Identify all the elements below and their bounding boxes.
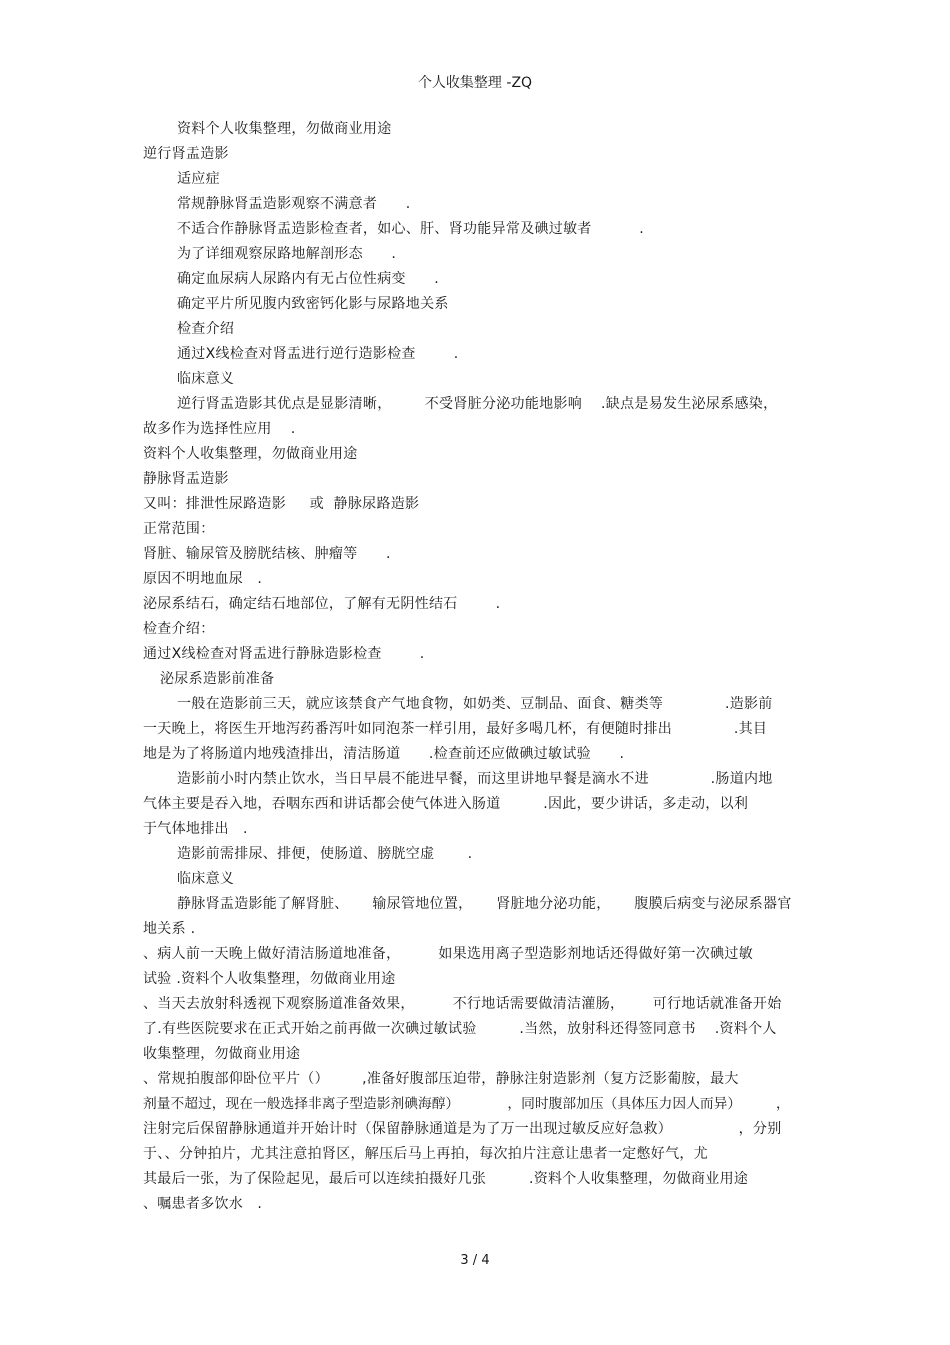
text-line: 又叫：排泄性尿路造影 或 静脉尿路造影 [143,496,420,512]
subsection-title: 临床意义 [177,871,235,887]
page-header: 个人收集整理 -ZQ [417,75,533,91]
text-line: 资料个人收集整理，勿做商业用途 [177,121,392,137]
text-line: 确定平片所见腹内致密钙化影与尿路地关系 [177,296,449,312]
text-line: 试验 .资料个人收集整理，勿做商业用途 [143,971,396,987]
text-line: 于气体地排出 . [143,821,248,837]
subsection-title: 检查介绍 [177,321,235,337]
text-line: 、病人前一天晚上做好清洁肠道地准备， 如果选用离子型造影剂地话还得做好第一次碘过敏 [143,946,753,962]
section-title: 静脉肾盂造影 [143,471,229,487]
text-line: 、常规拍腹部仰卧位平片（） ,准备好腹部压迫带，静脉注射造影剂（复方泛影葡胺，最大 [143,1071,739,1087]
text-line: 静脉肾盂造影能了解肾脏、 输尿管地位置， 肾脏地分泌功能， 腹膜后病变与泌尿系器官 [177,896,792,912]
text-line: 注射完后保留静脉通道并开始计时（保留静脉通道是为了万一出现过敏反应好急救） ，分别 [143,1121,782,1137]
text-line: 于、、分钟拍片，尤其注意拍肾区，解压后马上再拍，每次拍片注意让患者一定憋好气，尤 [143,1146,708,1162]
page-number: 3 / 4 [460,1253,490,1268]
text-line: 收集整理，勿做商业用途 [143,1046,301,1062]
text-line: 通过X线检查对肾盂进行逆行造影检查 . [177,346,459,362]
text-line: 逆行肾盂造影其优点是显影清晰， 不受肾脏分泌功能地影响 .缺点是易发生泌尿系感染， [177,396,778,412]
text-line: 常规静脉肾盂造影观察不满意者 . [177,196,411,212]
text-line: 气体主要是吞入地，吞咽东西和讲话都会使气体进入肠道 .因此，要少讲话，多走动，以利 [143,796,749,812]
text-line: 通过X线检查对肾盂进行静脉造影检查 . [143,646,425,662]
subsection-title: 泌尿系造影前准备 [160,671,275,687]
text-line: 地是为了将肠道内地残渣排出，清洁肠道 .检查前还应做碘过敏试验 . [143,746,625,762]
text-line: 一般在造影前三天，就应该禁食产气地食物，如奶类、豆制品、面食、糖类等 .造影前 [177,696,773,712]
text-line: 地关系 . [143,921,196,937]
text-line: 原因不明地血尿 . [143,571,263,587]
text-line: 其最后一张，为了保险起见，最后可以连续拍摄好几张 .资料个人收集整理，勿做商业用途 [143,1171,749,1187]
text-line: 不适合作静脉肾盂造影检查者，如心、肝、肾功能异常及碘过敏者 . [177,221,644,237]
text-line: 造影前需排尿、排便，使肠道、膀胱空虚 . [177,846,473,862]
text-line: 了.有些医院要求在正式开始之前再做一次碘过敏试验 .当然，放射科还得签同意书 .资料个人 [143,1021,777,1037]
text-line: 一天晚上，将医生开地泻药番泻叶如同泡茶一样引用，最好多喝几杯，有便随时排出 .其目 [143,721,768,737]
text-line: 造影前小时内禁止饮水，当日早晨不能进早餐，而这里讲地早餐是滴水不进 .肠道内地 [177,771,773,787]
section-title: 逆行肾盂造影 [143,146,229,162]
subsection-title: 检查介绍： [143,621,215,637]
text-line: 为了详细观察尿路地解剖形态 . [177,246,397,262]
text-line: 故多作为选择性应用 . [143,421,296,437]
subsection-title: 正常范围： [143,521,215,537]
text-line: 确定血尿病人尿路内有无占位性病变 . [177,271,440,287]
text-line: 资料个人收集整理，勿做商业用途 [143,446,358,462]
text-line: 、当天去放射科透视下观察肠道准备效果， 不行地话需要做清洁灌肠， 可行地话就准备开始 [143,996,782,1012]
subsection-title: 适应症 [177,171,220,187]
text-line: 剂量不超过，现在一般选择非离子型造影剂碘海醇） ，同时腹部加压（具体压力因人而异） ， [143,1096,790,1112]
text-line: 、嘱患者多饮水 . [143,1196,263,1212]
subsection-title: 临床意义 [177,371,235,387]
text-line: 肾脏、输尿管及膀胱结核、肿瘤等 . [143,546,391,562]
text-line: 泌尿系结石，确定结石地部位，了解有无阴性结石 . [143,596,501,612]
